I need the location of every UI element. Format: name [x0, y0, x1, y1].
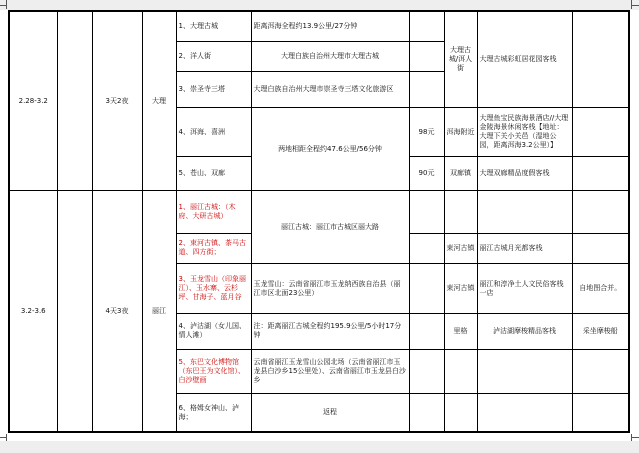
hotel-cell: 丽江和淳净土人文民俗客栈一店	[477, 263, 572, 313]
stay-area-cell: 洱海附近	[444, 108, 477, 156]
price-cell	[409, 394, 444, 432]
price-cell	[409, 263, 444, 313]
route-cell: 大理白族自治州大理市大理古城	[251, 41, 409, 71]
price-cell	[409, 349, 444, 393]
note-cell	[572, 11, 629, 108]
price-cell	[409, 41, 444, 71]
attraction-cell: 2、洋人街	[176, 41, 251, 71]
date-cell: 3.2-3.6	[9, 191, 57, 432]
note-cell: 自地图合并。	[572, 263, 629, 313]
note-cell	[572, 349, 629, 393]
crop-mark	[6, 0, 7, 9]
blank-cell	[57, 11, 92, 191]
attraction-cell: 6、格姆女神山、泸海；	[176, 394, 251, 432]
attraction-cell: 3、玉龙雪山（印象丽江）、玉水寨、云杉坪、甘海子、蓝月谷	[176, 263, 251, 313]
stay-area-cell: 里格	[444, 314, 477, 349]
note-cell: 采坐摩梭船	[572, 314, 629, 349]
price-cell	[409, 233, 444, 263]
route-cell: 云南省丽江玉龙雪山公园北场（云南省丽江市玉龙县白沙乡15公里处）、云南省丽江市玉龙县白沙乡	[251, 349, 409, 393]
hotel-cell: 泸沽湖摩梭精品客栈	[477, 314, 572, 349]
stay-area-cell	[444, 191, 477, 233]
note-cell	[572, 394, 629, 432]
route-cell: 丽江古城：丽江市古城区丽大路	[251, 191, 409, 264]
page-bottom-bar	[0, 441, 639, 453]
hotel-cell	[477, 349, 572, 393]
note-cell	[572, 191, 629, 233]
duration-cell: 3天2夜	[92, 11, 142, 191]
stay-area-cell: 束河古镇	[444, 263, 477, 313]
hotel-cell: 丽江古城月光都客栈	[477, 233, 572, 263]
attraction-cell: 5、苍山、双廊	[176, 156, 251, 190]
attraction-cell: 1、丽江古城：（木府、大研古城）	[176, 191, 251, 233]
stay-area-cell	[444, 349, 477, 393]
attraction-cell: 1、大理古城	[176, 11, 251, 41]
route-cell: 大理白族自治州大理市崇圣寺三塔文化旅游区	[251, 72, 409, 108]
note-cell	[572, 156, 629, 190]
stay-area-cell: 束河古镇	[444, 233, 477, 263]
route-cell: 距离洱海全程约13.9公里/27分钟	[251, 11, 409, 41]
stay-area-cell	[444, 394, 477, 432]
table-row	[9, 11, 629, 41]
attraction-cell: 5、东巴文化博物馆（东巴王为文化馆）、白沙壁画	[176, 349, 251, 393]
attraction-cell: 4、泸沽湖（女儿国、情人滩）	[176, 314, 251, 349]
route-cell: 两地相距全程约47.6公里/56分钟	[251, 108, 409, 191]
itinerary-table	[8, 10, 630, 433]
hotel-cell: 大理鱼宝民族海景酒店//大理金陵海景休闲客栈【地址：大理下关小关邑（湿地公园，距离洱海3.2公里）】	[477, 108, 572, 156]
stay-area-cell: 大理古城/洱人街	[444, 11, 477, 108]
price-cell: 90元	[409, 156, 444, 190]
hotel-cell: 大理古城彩虹居花园客栈	[477, 11, 572, 108]
date-cell: 2.28-3.2	[9, 11, 57, 191]
stay-area-cell: 双廊镇	[444, 156, 477, 190]
price-cell	[409, 72, 444, 108]
note-cell	[572, 233, 629, 263]
table-row	[9, 191, 629, 233]
crop-mark	[631, 437, 639, 438]
duration-cell: 4天3夜	[92, 191, 142, 432]
blank-cell	[57, 191, 92, 432]
place-cell: 丽江	[142, 191, 176, 432]
route-cell: 玉龙雪山：云南省丽江市玉龙纳西族自治县（丽江市区北面23公里）	[251, 263, 409, 313]
crop-mark	[631, 0, 632, 9]
note-cell	[572, 108, 629, 156]
page-top-bar	[0, 0, 639, 10]
price-cell	[409, 314, 444, 349]
attraction-cell: 4、洱海、喜洲	[176, 108, 251, 156]
route-cell: 返程	[251, 394, 409, 432]
crop-mark	[631, 5, 639, 6]
hotel-cell	[477, 191, 572, 233]
hotel-cell	[477, 394, 572, 432]
hotel-cell: 大理双廊精品度假客栈	[477, 156, 572, 190]
place-cell: 大理	[142, 11, 176, 191]
price-cell	[409, 11, 444, 41]
route-cell: 注：距离丽江古城全程约195.9公里/5小时17分钟	[251, 314, 409, 349]
attraction-cell: 2、束河古镇、茶马古道、四方街；	[176, 233, 251, 263]
price-cell	[409, 191, 444, 233]
attraction-cell: 3、崇圣寺三塔	[176, 72, 251, 108]
price-cell: 98元	[409, 108, 444, 156]
